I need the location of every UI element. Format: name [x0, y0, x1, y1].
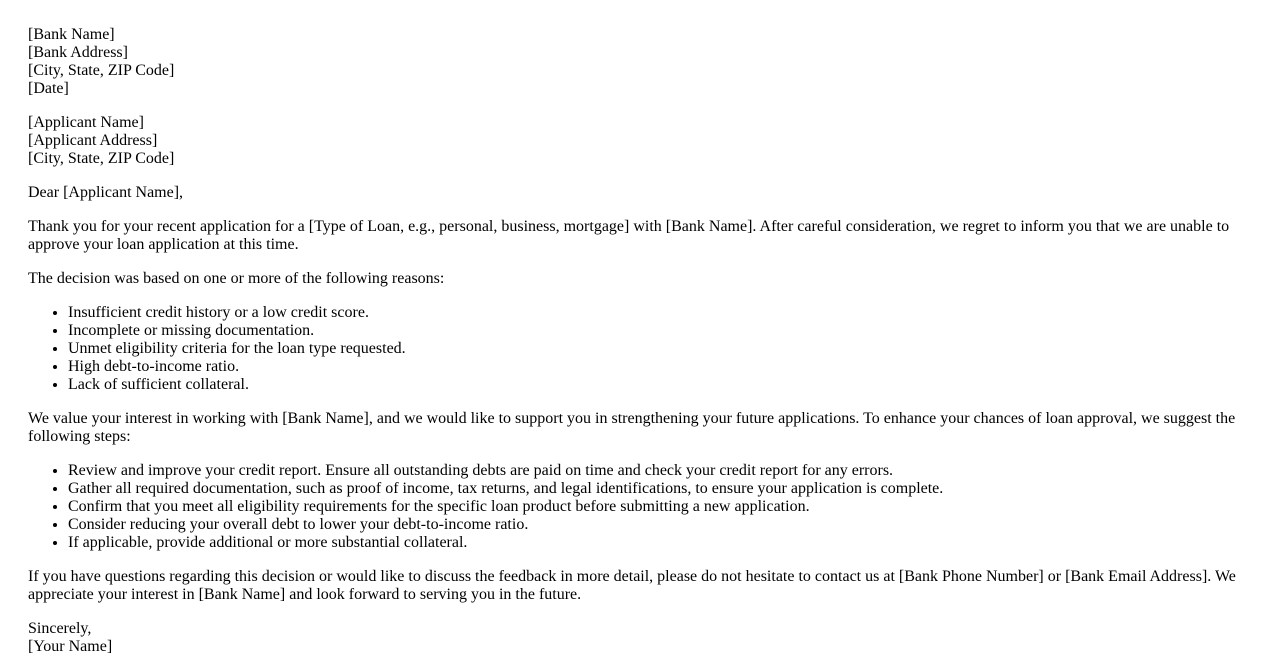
suggestion-item: • If applicable, provide additional or more substantial collateral. — [68, 534, 1250, 552]
reasons-list — [28, 304, 1250, 394]
reason-item: • Unmet eligibility criteria for the loan type requested. — [68, 340, 1250, 358]
recipient-line: [Applicant Address] — [28, 132, 158, 149]
salutation: Dear [Applicant Name], — [28, 184, 184, 201]
intro-paragraph: Thank you for your recent application for a [Type of Loan, e.g., personal, business, mortgage] with [Bank Name]. After careful consideration, we regret to inform you that we are unable to approve your loan application at this time. — [28, 218, 1230, 253]
suggestion-item: • Gather all required documentation, such as proof of income, tax returns, and legal identifications, to ensure your application is complete. — [68, 480, 1250, 498]
sender-line: [Date] — [28, 80, 69, 97]
reason-item: • Incomplete or missing documentation. — [68, 322, 1250, 340]
sender-line: [City, State, ZIP Code] — [28, 62, 175, 79]
loan-rejection-letter — [28, 26, 1250, 656]
sender-block — [28, 26, 1250, 98]
signoff: Sincerely, — [28, 620, 92, 637]
reason-item: • Insufficient credit history or a low credit score. — [68, 304, 1250, 322]
sender-line: [Bank Name] — [28, 26, 115, 43]
support-paragraph: We value your interest in working with [Bank Name], and we would like to support you in strengthening your future applications. To enhance your chances of loan approval, we suggest the following steps: — [28, 410, 1236, 445]
reason-item: • High debt-to-income ratio. — [68, 358, 1250, 376]
recipient-line: [Applicant Name] — [28, 114, 144, 131]
suggestions-list — [28, 462, 1250, 552]
recipient-block — [28, 114, 1250, 168]
suggestion-item: • Consider reducing your overall debt to lower your debt-to-income ratio. — [68, 516, 1250, 534]
reasons-intro: The decision was based on one or more of the following reasons: — [28, 270, 445, 287]
signature: [Your Name] — [28, 638, 113, 655]
suggestion-item: • Review and improve your credit report. Ensure all outstanding debts are paid on time and check your credit report for any errors. — [68, 462, 1250, 480]
sender-line: [Bank Address] — [28, 44, 128, 61]
recipient-line: [City, State, ZIP Code] — [28, 150, 175, 167]
closing-paragraph: If you have questions regarding this decision or would like to discuss the feedback in more detail, please do not hesitate to contact us at [Bank Phone Number] or [Bank Email Address]. We appreciate your interest in [Bank Name] and look forward to serving you in the future. — [28, 568, 1236, 603]
reason-item: • Lack of sufficient collateral. — [68, 376, 1250, 394]
suggestion-item: • Confirm that you meet all eligibility requirements for the specific loan product before submitting a new application. — [68, 498, 1250, 516]
signature-block — [28, 620, 1250, 656]
